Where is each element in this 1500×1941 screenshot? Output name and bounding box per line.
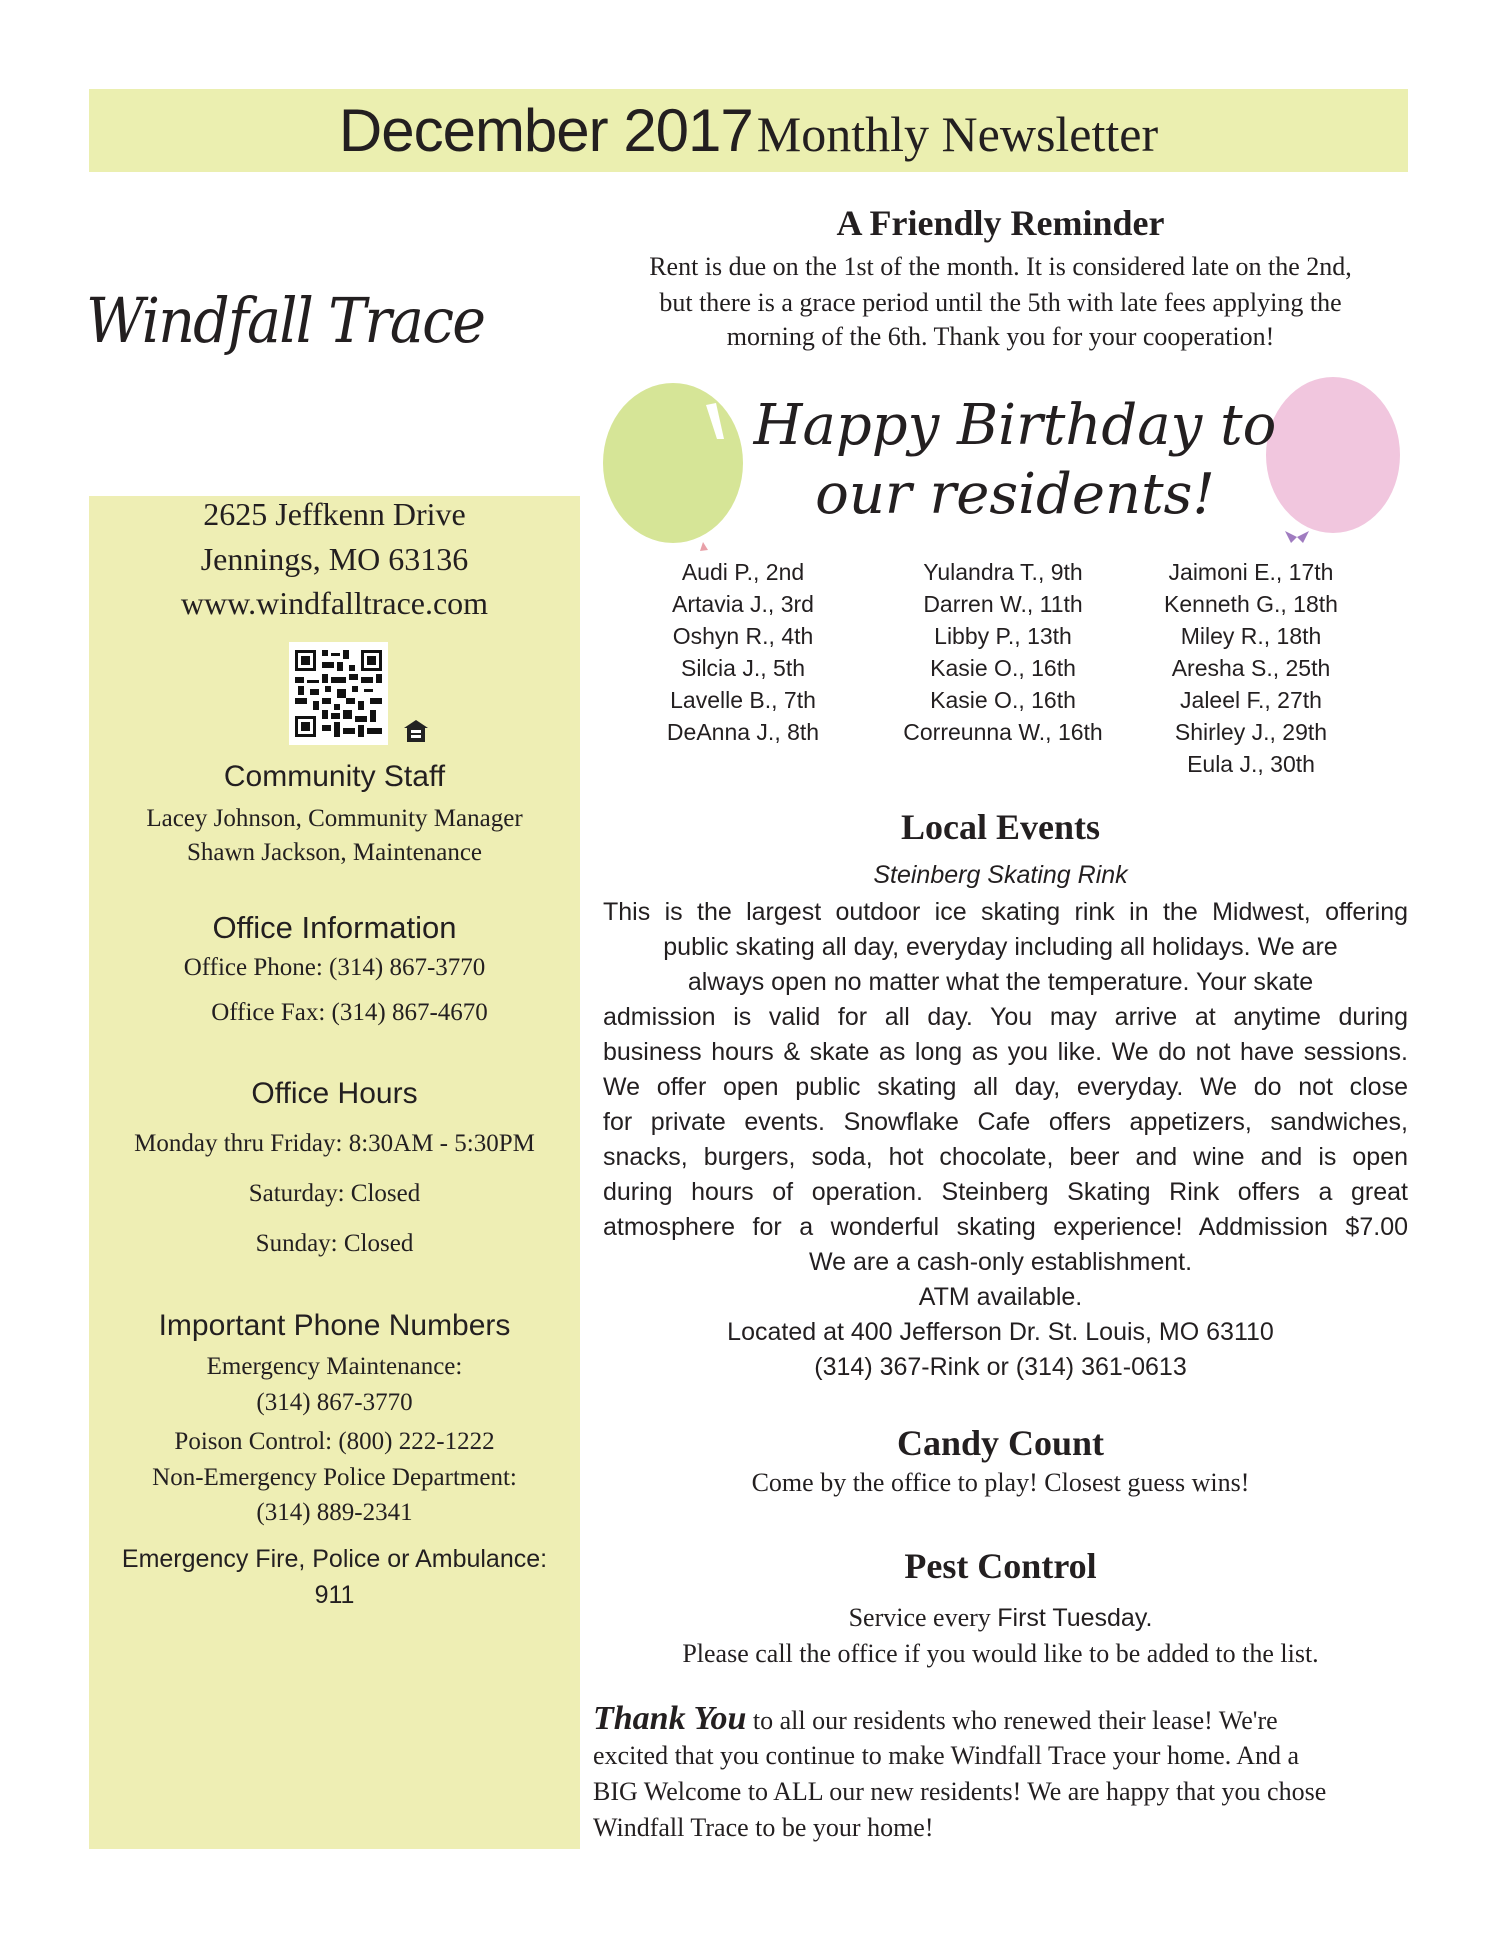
birthday-entry: Oshyn R., 4th [672, 623, 814, 649]
thanks-line: BIG Welcome to ALL our new residents! We are happy that you chose [593, 1777, 1327, 1806]
thanks-line: excited that you continue to make Windfall Trace your home. And a [593, 1741, 1300, 1770]
windfall-trace-logo: Windfall Trace [86, 284, 485, 357]
birthday-entry: Shirley J., 29th [1174, 719, 1328, 745]
candy-heading: Candy Count [896, 1423, 1105, 1463]
birthday-entry: Aresha S., 25th [1171, 655, 1331, 681]
phone-line: (314) 889-2341 [256, 1499, 413, 1526]
staff-line: Shawn Jackson, Maintenance [186, 839, 483, 866]
birthday-entry: DeAnna J., 8th [666, 719, 820, 745]
office-phone: Office Phone: (314) 867-3770 [183, 954, 486, 981]
reminder-line: but there is a grace period until the 5th with late fees applying the [659, 288, 1342, 317]
office-fax: Office Fax: (314) 867-4670 [211, 999, 488, 1026]
phone-line: Emergency Fire, Police or Ambulance: [121, 1545, 548, 1573]
events-heading: Local Events [900, 807, 1100, 847]
qr-code-icon [295, 648, 382, 739]
reminder-heading: A Friendly Reminder [836, 203, 1165, 243]
events-line: always open no matter what the temperature. Your skate [687, 968, 1314, 996]
reminder-line: morning of the 6th. Thank you for your cooperation! [726, 322, 1275, 351]
events-line: public skating all day, everyday including all holidays. We are [663, 933, 1338, 961]
pest-line [593, 1603, 1408, 1633]
birthday-entry: Jaleel F., 27th [1180, 687, 1322, 713]
pest-line: Please call the office if you would like to be added to the list. [682, 1639, 1319, 1668]
birthday-entry: Silcia J., 5th [681, 655, 805, 681]
birthday-entry: Jaimoni E., 17th [1168, 559, 1334, 585]
thanks-lead: Thank You [593, 1700, 747, 1737]
birthday-heading-line: Happy Birthday to [753, 393, 1277, 458]
phones-heading: Important Phone Numbers [158, 1309, 511, 1342]
birthday-entry: Libby P., 13th [934, 623, 1072, 649]
hours-heading: Office Hours [251, 1077, 418, 1110]
newsletter-title-banner [89, 89, 1408, 172]
title-sub: Monthly Newsletter [756, 106, 1159, 162]
birthday-entry: Kasie O., 16th [930, 655, 1076, 681]
address-line: Jennings, MO 63136 [200, 541, 469, 577]
phone-line: Emergency Maintenance: [206, 1353, 463, 1380]
phone-line: 911 [314, 1581, 355, 1609]
birthday-column-1 [613, 556, 873, 748]
birthday-entry: Artavia J., 3rd [672, 591, 814, 617]
birthday-column-2 [873, 556, 1133, 748]
events-line: (314) 367-Rink or (314) 361-0613 [814, 1353, 1187, 1381]
pest-heading: Pest Control [904, 1546, 1097, 1586]
thanks-text: to all our residents who renewed their lease! We're [746, 1706, 1278, 1735]
events-subheading: Steinberg Skating Rink [873, 861, 1128, 889]
birthday-entry: Darren W., 11th [923, 591, 1083, 617]
website-link[interactable]: www.windfalltrace.com [180, 585, 489, 621]
events-line: for private events. Snowflake Cafe offers appetizers, sandwiches, [603, 1108, 1408, 1136]
events-line: business hours & skate as long as you like. We do not have sessions. [603, 1038, 1408, 1066]
birthday-entry: Eula J., 30th [1187, 751, 1315, 777]
events-line: Located at 400 Jefferson Dr. St. Louis, MO 63110 [727, 1318, 1274, 1346]
equal-housing-icon [403, 719, 429, 748]
address-line: 2625 Jeffkenn Drive [203, 496, 466, 532]
birthday-entry: Kasie O., 16th [930, 687, 1076, 713]
staff-heading: Community Staff [223, 760, 446, 793]
birthday-entry: Audi P., 2nd [681, 559, 805, 585]
qr-code[interactable] [289, 642, 388, 745]
birthday-entry: Lavelle B., 7th [670, 687, 816, 713]
birthday-heading-line: our residents! [815, 462, 1215, 527]
events-line: ATM available. [918, 1283, 1083, 1311]
events-line: atmosphere for a wonderful skating experience! Addmission $7.00 [603, 1213, 1408, 1241]
pest-schedule: First Tuesday. [997, 1604, 1153, 1632]
events-line: This is the largest outdoor ice skating rink in the Midwest, offering [603, 898, 1408, 926]
events-line: We are a cash-only establishment. [808, 1248, 1193, 1276]
birthday-entry: Yulandra T., 9th [923, 559, 1083, 585]
reminder-line: Rent is due on the 1st of the month. It is considered late on the 2nd, [649, 252, 1352, 281]
phone-line: (314) 867-3770 [256, 1389, 413, 1416]
thanks-line: Windfall Trace to be your home! [593, 1813, 934, 1842]
hours-line: Saturday: Closed [248, 1180, 421, 1207]
phone-line: Non-Emergency Police Department: [152, 1464, 517, 1491]
events-line: We offer open public skating all day, everyday. We do not close [603, 1073, 1408, 1101]
birthday-entry: Miley R., 18th [1180, 623, 1322, 649]
title-month: December 2017 [338, 97, 753, 164]
events-line: admission is valid for all day. You may arrive at anytime during [603, 1003, 1408, 1031]
birthday-entry: Kenneth G., 18th [1164, 591, 1338, 617]
hours-line: Monday thru Friday: 8:30AM - 5:30PM [134, 1130, 535, 1157]
birthday-column-3 [1121, 556, 1381, 780]
events-line: during hours of operation. Steinberg Skating Rink offers a great [603, 1178, 1408, 1206]
phone-line: Poison Control: (800) 222-1222 [174, 1428, 495, 1455]
office-heading: Office Information [212, 910, 457, 945]
hours-line: Sunday: Closed [255, 1230, 414, 1257]
staff-line: Lacey Johnson, Community Manager [146, 805, 523, 832]
events-line: snacks, burgers, soda, hot chocolate, beer and wine and is open [603, 1143, 1408, 1171]
candy-text: Come by the office to play! Closest guess wins! [751, 1468, 1250, 1497]
birthday-entry: Correunna W., 16th [903, 719, 1103, 745]
pest-line-text: Service every [848, 1603, 998, 1632]
thanks-line [593, 1700, 1278, 1738]
